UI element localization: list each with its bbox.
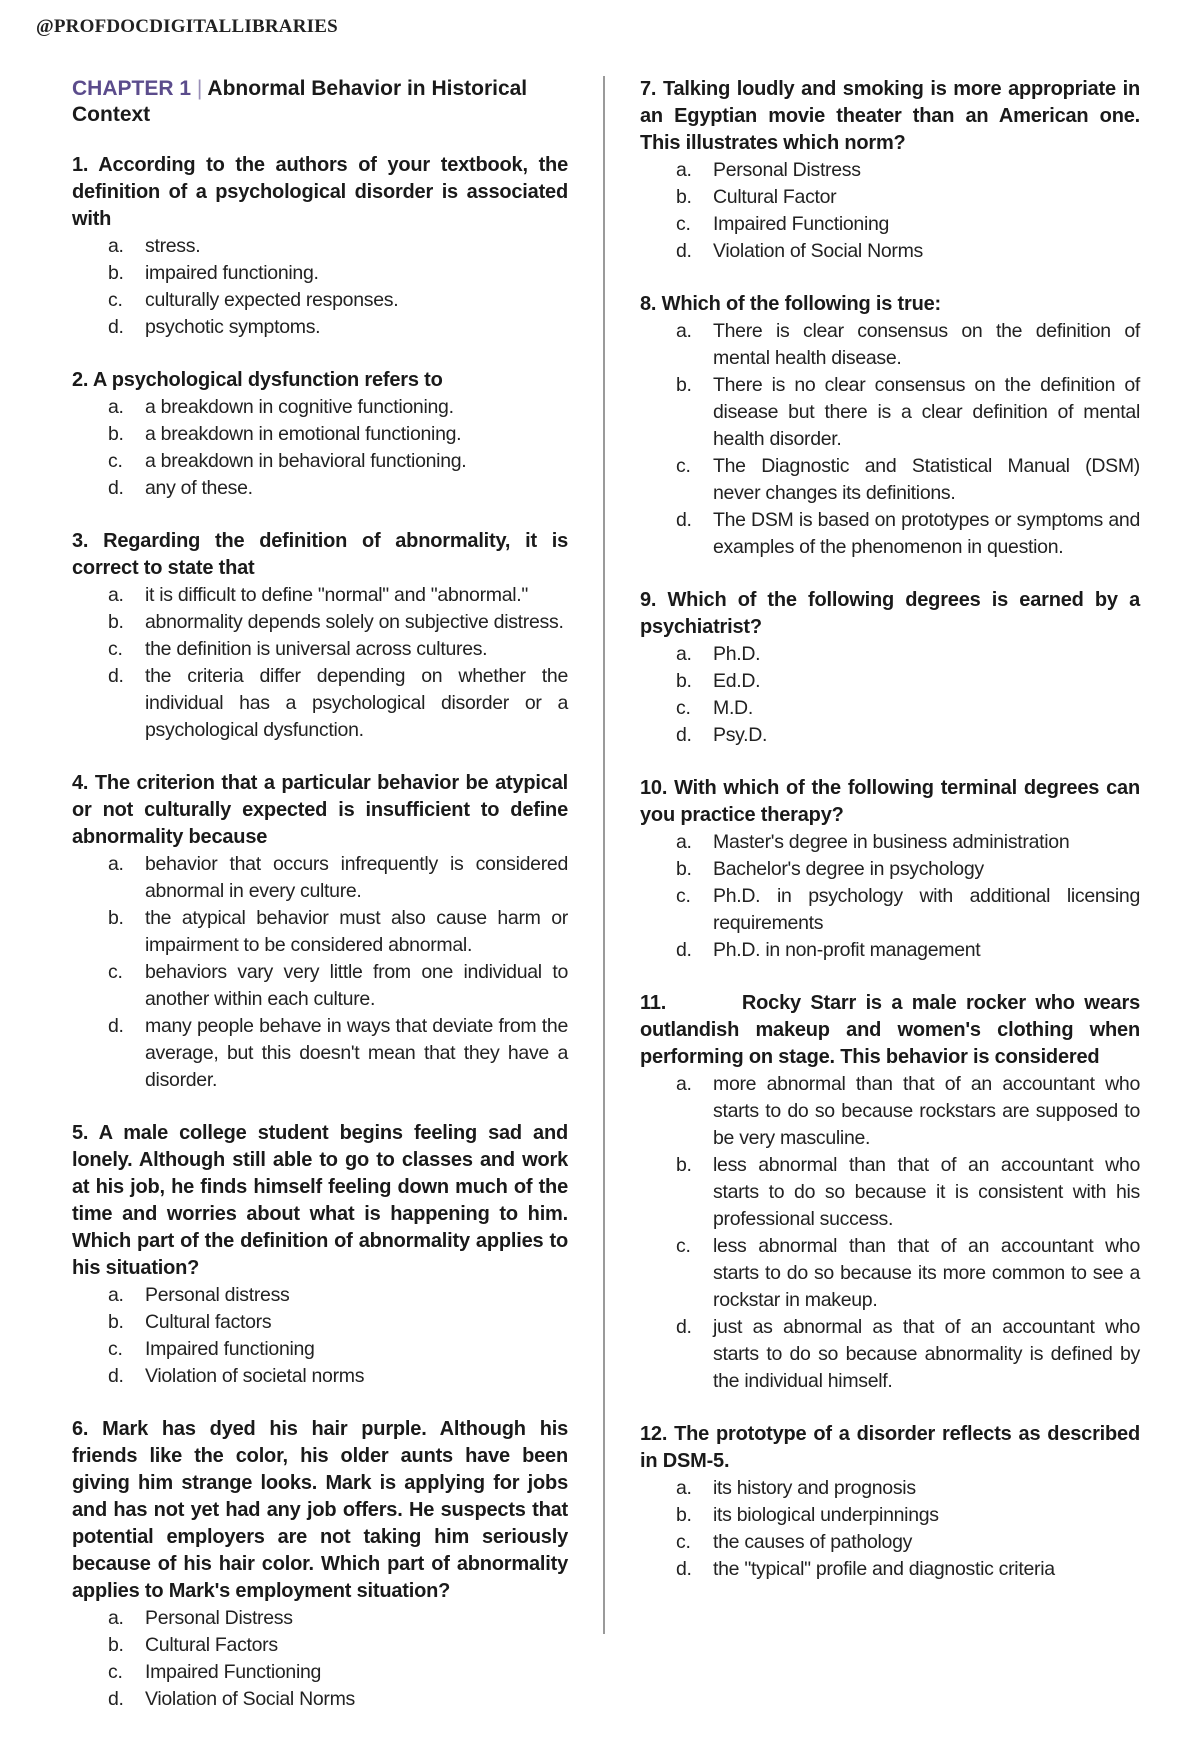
option-letter: a. [108,396,124,418]
question-block [640,291,1140,561]
option-letter: c. [676,885,691,907]
option-letter: d. [108,1688,124,1710]
answer-option [72,421,568,448]
option-text: Personal distress [145,1284,290,1306]
answer-option [640,184,1140,211]
answer-options [72,1605,568,1713]
option-text: stress. [145,235,201,257]
question-text: 7. Talking loudly and smoking is more appropriate in an Egyptian movie theater than an American one. This illustrates which norm? [640,78,1140,154]
question-block [72,1120,568,1390]
option-letter: a. [676,643,692,665]
option-text: The Diagnostic and Statistical Manual (DSM) never changes its definitions. [713,455,1140,504]
option-text: There is clear consensus on the definition of mental health disease. [713,320,1140,369]
answer-options [640,829,1140,964]
answer-option [72,287,568,314]
answer-option [640,937,1140,964]
answer-option [72,1605,568,1632]
answer-option [72,1013,568,1094]
answer-option [72,475,568,502]
question-block [640,587,1140,749]
option-text: the definition is universal across cultures. [145,638,488,660]
question-block [72,528,568,744]
option-letter: a. [108,1607,124,1629]
option-text: behaviors vary very little from one individual to another within each culture. [145,961,568,1010]
answer-option [72,1363,568,1390]
chapter-number: CHAPTER 1 [72,77,192,100]
chapter-title: Abnormal Behavior in Historical Context [72,77,528,126]
option-text: M.D. [713,697,753,719]
option-text: less abnormal than that of an accountant who starts to do so because its more common to see a rockstar in makeup. [713,1235,1140,1311]
option-text: Violation of societal norms [145,1365,365,1387]
answer-option [640,695,1140,722]
option-text: the causes of pathology [713,1531,913,1553]
option-letter: a. [108,584,124,606]
column-divider [603,76,605,1634]
option-letter: c. [676,697,691,719]
answer-options [640,641,1140,749]
question-text: 1. According to the authors of your textbook, the definition of a psychological disorder is associated with [72,154,568,230]
option-letter: c. [108,1661,123,1683]
answer-options [640,157,1140,265]
answer-option [72,636,568,663]
option-text: Personal Distress [145,1607,293,1629]
question-text: 5. A male college student begins feeling sad and lonely. Although still able to go to classes and work at his job, he finds himself feeling down much of the time and worries about what is happening to him. Which part of the definition of abnormality applies to his situation? [72,1122,568,1279]
option-letter: b. [676,670,692,692]
option-letter: c. [108,450,123,472]
question-text: 4. The criterion that a particular behavior be atypical or not culturally expected is insufficient to define abnormality because [72,772,568,848]
option-letter: c. [676,1235,691,1257]
question-block [72,367,568,502]
answer-option [640,507,1140,561]
option-letter: a. [676,159,692,181]
option-letter: b. [108,262,124,284]
left-column [72,76,568,1739]
answer-option [72,582,568,609]
answer-option [640,641,1140,668]
question-text: 10. With which of the following terminal degrees can you practice therapy? [640,777,1140,826]
answer-option [72,394,568,421]
question-block [72,770,568,1094]
option-text: Violation of Social Norms [713,240,923,262]
option-text: Ph.D. [713,643,761,665]
option-letter: b. [676,186,692,208]
option-letter: b. [108,1311,124,1333]
watermark: @PROFDOCDIGITALLIBRARIES [36,16,338,37]
option-text: Impaired Functioning [713,213,890,235]
answer-option [640,668,1140,695]
question-text: 8. Which of the following is true: [640,293,941,315]
option-letter: d. [108,316,124,338]
answer-option [640,856,1140,883]
answer-option [640,883,1140,937]
option-text: a breakdown in emotional functioning. [145,423,462,445]
option-text: its history and prognosis [713,1477,916,1499]
option-text: Cultural Factor [713,186,837,208]
answer-option [640,372,1140,453]
answer-option [640,1233,1140,1314]
answer-options [72,394,568,502]
option-text: Cultural Factors [145,1634,278,1656]
question-text: 12. The prototype of a disorder reflects as described in DSM-5. [640,1423,1140,1472]
answer-option [640,211,1140,238]
option-letter: c. [108,289,123,311]
answer-option [72,1336,568,1363]
option-text: a breakdown in cognitive functioning. [145,396,454,418]
right-question-list [640,76,1140,1583]
option-text: more abnormal than that of an accountant who starts to do so because rockstars are supposed to be very masculine. [713,1073,1140,1149]
answer-options [72,582,568,744]
question-block [72,1416,568,1713]
option-text: Psy.D. [713,724,768,746]
option-text: the "typical" profile and diagnostic criteria [713,1558,1055,1580]
question-block [72,152,568,341]
question-block [640,1421,1140,1583]
option-letter: d. [108,1365,124,1387]
answer-option [72,314,568,341]
answer-option [640,1529,1140,1556]
option-text: less abnormal than that of an accountant who starts to do so because it is consistent with his professional success. [713,1154,1140,1230]
option-text: the criteria differ depending on whether the individual has a psychological disorder or a psychological dysfunction. [145,665,568,741]
answer-option [72,609,568,636]
answer-option [640,1475,1140,1502]
option-letter: b. [108,423,124,445]
option-letter: d. [676,939,692,961]
option-text: culturally expected responses. [145,289,399,311]
answer-option [72,1309,568,1336]
answer-option [72,959,568,1013]
option-letter: c. [108,961,123,983]
option-letter: a. [108,853,124,875]
option-letter: d. [108,665,124,687]
answer-options [640,1475,1140,1583]
option-text: the atypical behavior must also cause harm or impairment to be considered abnormal. [145,907,568,956]
answer-options [72,233,568,341]
option-letter: d. [676,1316,692,1338]
answer-option [72,905,568,959]
answer-option [640,318,1140,372]
answer-option [640,1152,1140,1233]
option-letter: b. [676,1154,692,1176]
answer-option [640,829,1140,856]
question-text: 11. Rocky Starr is a male rocker who wears outlandish makeup and women's clothing when performing on stage. This behavior is considered [640,992,1140,1068]
option-text: Impaired Functioning [145,1661,322,1683]
answer-option [640,238,1140,265]
option-text: any of these. [145,477,253,499]
option-letter: a. [676,831,692,853]
option-letter: a. [108,235,124,257]
option-letter: d. [108,477,124,499]
answer-option [640,1502,1140,1529]
chapter-heading [72,76,568,128]
option-letter: b. [108,1634,124,1656]
option-text: impaired functioning. [145,262,319,284]
question-block [640,990,1140,1395]
option-letter: b. [108,907,124,929]
option-letter: d. [676,509,692,531]
option-text: Ed.D. [713,670,761,692]
option-letter: d. [676,1558,692,1580]
option-text: abnormality depends solely on subjective distress. [145,611,564,633]
answer-option [72,233,568,260]
option-text: psychotic symptoms. [145,316,321,338]
question-text: 6. Mark has dyed his hair purple. Although his friends like the color, his older aunts have been giving him strange looks. Mark is applying for jobs and has not yet had any job offers. He suspects that potential employers are not taking him seriously because of his hair color. Which part of abnormality applies to Mark's employment situation? [72,1418,568,1602]
option-letter: c. [676,213,691,235]
question-block [640,76,1140,265]
answer-option [72,851,568,905]
option-letter: b. [676,858,692,880]
option-text: The DSM is based on prototypes or symptoms and examples of the phenomenon in question. [713,509,1140,558]
option-text: many people behave in ways that deviate from the average, but this doesn't mean that they have a disorder. [145,1015,568,1091]
answer-option [640,157,1140,184]
option-text: behavior that occurs infrequently is considered abnormal in every culture. [145,853,568,902]
option-text: Ph.D. in psychology with additional licensing requirements [713,885,1140,934]
answer-option [640,1556,1140,1583]
answer-option [72,663,568,744]
option-text: Master's degree in business administration [713,831,1070,853]
option-letter: c. [108,638,123,660]
answer-option [72,448,568,475]
option-text: Violation of Social Norms [145,1688,355,1710]
question-text: 2. A psychological dysfunction refers to [72,369,443,391]
option-text: its biological underpinnings [713,1504,939,1526]
option-text: it is difficult to define "normal" and "abnormal." [145,584,529,606]
answer-option [72,1632,568,1659]
answer-options [640,1071,1140,1395]
answer-option [640,453,1140,507]
option-letter: c. [676,455,691,477]
option-text: just as abnormal as that of an accountant who starts to do so because abnormality is defined by the individual himself. [713,1316,1140,1392]
option-text: Ph.D. in non-profit management [713,939,981,961]
option-text: Personal Distress [713,159,861,181]
option-letter: a. [676,1073,692,1095]
option-letter: d. [676,240,692,262]
option-letter: d. [676,724,692,746]
answer-option [72,260,568,287]
option-letter: a. [108,1284,124,1306]
question-text: 9. Which of the following degrees is earned by a psychiatrist? [640,589,1140,638]
answer-option [72,1282,568,1309]
option-letter: a. [676,1477,692,1499]
answer-option [72,1659,568,1686]
option-letter: c. [108,1338,123,1360]
option-text: Impaired functioning [145,1338,315,1360]
question-block [640,775,1140,964]
option-letter: d. [108,1015,124,1037]
answer-options [72,1282,568,1390]
chapter-separator: | [196,77,203,100]
answer-option [640,722,1140,749]
answer-option [640,1314,1140,1395]
option-text: Bachelor's degree in psychology [713,858,984,880]
option-text: a breakdown in behavioral functioning. [145,450,467,472]
right-column [640,76,1140,1609]
question-text: 3. Regarding the definition of abnormality, it is correct to state that [72,530,568,579]
option-letter: c. [676,1531,691,1553]
option-letter: b. [676,1504,692,1526]
option-letter: b. [676,374,692,396]
left-question-list [72,152,568,1713]
answer-options [640,318,1140,561]
option-text: There is no clear consensus on the definition of disease but there is a clear definition of mental health disorder. [713,374,1140,450]
option-letter: b. [108,611,124,633]
option-text: Cultural factors [145,1311,272,1333]
answer-options [72,851,568,1094]
option-letter: a. [676,320,692,342]
answer-option [640,1071,1140,1152]
